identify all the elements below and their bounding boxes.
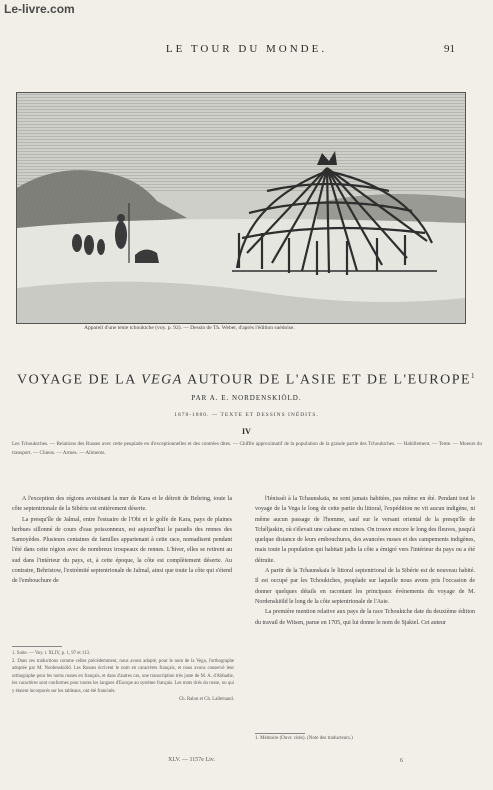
footnote: 2. Dans ces traductions comme celles précédemment, nous avons adopté, pour le nom de la Vega, l'orthographe adoptée par M. Nordenskiöld. Les Russes écrivent le nom en caractères français, et nous avons conservé leur orthographe pour les noms russes en français, et dans d'autres cas, une transcription très juste de M. A. d'Abbadie, les caractères sont conformes pour toutes les langues d'Europe au système français. Les mots tirés du russe, ou qui y étaient incorporés sur les tableaux, ont été francisés. (12, 658, 234, 694)
footnote-divider (12, 646, 62, 647)
watermark: Le-livre.com (4, 2, 75, 16)
title-ship-name: VEGA (141, 372, 183, 388)
tent-frame-engraving (17, 93, 465, 323)
footnote-right: 1. Mémoire (Ouvr. cités). (Note des traducteurs.) (255, 736, 353, 741)
engraving-illustration (16, 92, 466, 324)
paragraph: A partir de la Tchaunskaïa le littoral septentrional de la Sibérie est de nouveau habité. Il est occupé par les Tchouktches, peuplade sur laquelle nous avons pris l'occasion de donner quelques détails en racontant les principaux événements du voyage de M. Nordenskiöld le long de la côte septentrionale de l'Asie. (255, 568, 475, 605)
title-footnote-mark: 1 (471, 372, 477, 380)
chapter-summary: Les Tchouktches. — Relations des Russes avec cette peuplade en d'exceptionnelles et des contrées dites. — Chiffre approximatif de la population de la grande partie des Tchouktches. — Habillement. — Tente. — Moeurs du transport. — Chiens. — Armes. — Aliments. (12, 441, 482, 456)
illustration-caption: Appareil d'une tente tchouktche (voy. p. 92). — Dessin de Th. Weber, d'après l'édition suédoise. (84, 325, 295, 331)
paragraph: La presqu'île de Jalmal, entre l'estuaire de l'Obi et le golfe de Kara, pays de plaines herbues sillonné de cours d'eau poissonneux, est aujourd'hui le paradis des rennes des Samoyèdes. Plusieurs centaines de familles appartenant à cette race, nomadisent pendant l'été dans cette région avec de nombreux troupeaux de rennes. L'hiver, elles se retirent au sud dans l'intérieur du pays, et, à cette époque, la côte est complètement déserte. Au contraire, Behristow, l'extrémité septentrionale de Jalmal, ainsi que toute la côte qui s'étend de l'embouchure de (12, 516, 232, 585)
article-dates: 1878-1880. — TEXTE ET DESSINS INÉDITS. (174, 412, 319, 418)
footnote: 1. Suite. — Voy. t. XLIV, p. 1, 97 et 113. (12, 651, 91, 656)
footnote-divider-right (255, 733, 305, 734)
text-column-left (12, 494, 232, 587)
footnote-signature: Ch. Rabot et Ch. Lallemand. (178, 696, 234, 702)
signature-mark: 6 (400, 758, 403, 764)
running-title: LE TOUR DU MONDE. (165, 43, 328, 55)
title-part-1: VOYAGE DE LA (16, 372, 142, 388)
title-part-2: AUTOUR DE L'ASIE ET DE L'EUROPE (182, 372, 472, 388)
footnotes-left (12, 650, 234, 703)
paragraph: l'Iénisséi à la Tchaunskaïa, ne sont jamais habitées, pas même en été. Pendant tout le voyage de la Vega le long de cette partie du littoral, l'expédition ne vit aucun indigène, ni même aucun passage de l'homme, sauf sur le versant oriental de la presqu'île de Tchéljaskin, où s'élevait une cabane en ruines. On trouve encore le long des fleuves, jusqu'à quelque distance de leurs embouchures, des avancées russes et des campements indigènes, mais toute la population qui habitait jadis la côte a émigré vers l'intérieur du pays ou a été détruite. (255, 496, 475, 564)
article-author: PAR A. E. NORDENSKIÖLD. (191, 394, 302, 402)
paragraph: A l'exception des régions avoisinant la mer de Kara et le détroit de Behring, toute la côte septentrionale de la Sibérie est entièrement déserte. (12, 496, 232, 513)
chapter-number: IV (242, 427, 251, 436)
running-head (0, 43, 493, 57)
volume-line: XLV. — 1157e Liv. (168, 757, 215, 763)
paragraph: La première mention relative aux pays de la race Tchouktche date du deuxième édition du travail de Witsen, parue en 1705, qui lui donne le nom de Sjakiel. Cet auteur (255, 609, 475, 626)
page-number: 91 (444, 43, 455, 55)
text-column-right (255, 494, 475, 628)
article-title (0, 372, 493, 389)
